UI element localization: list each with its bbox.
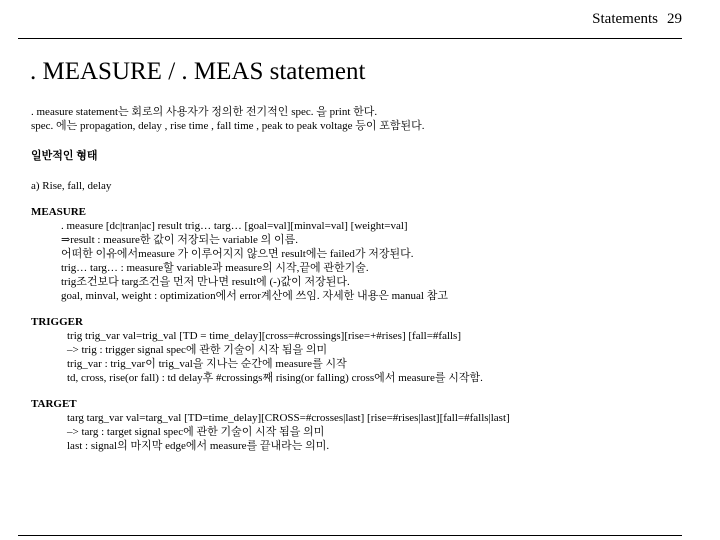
intro-line-2: spec. 에는 propagation, delay , rise time , fall time , peak to peak voltage 등이 포함된다. bbox=[31, 120, 425, 132]
trigger-line: trig trig_var val=trig_val [TD = time_delay][cross=#crossings][rise=+#rises] [fall=#falls] bbox=[67, 330, 462, 342]
measure-line: 어떠한 이유에서measure 가 이루어지지 않으면 result에는 failed가 저장된다. bbox=[61, 248, 414, 260]
target-line: targ targ_var val=targ_val [TD=time_delay][CROSS=#crosses|last] [rise=#rises|last][fall=#falls|last] bbox=[67, 412, 510, 424]
page-number: 29 bbox=[667, 11, 682, 27]
trigger-line: –> trig : trigger signal spec에 관한 기술이 시작 됨을 의미 bbox=[67, 344, 328, 356]
document-body bbox=[31, 105, 701, 453]
page-header bbox=[583, 11, 682, 28]
target-line: –> targ : target signal spec에 관한 기술이 시작 됨을 의미 bbox=[67, 426, 325, 438]
footer-rule bbox=[18, 535, 682, 536]
measure-line: trig조건보다 targ조건을 먼저 만나면 result에 (-)값이 저장된다. bbox=[61, 276, 350, 288]
measure-label: MEASURE bbox=[31, 206, 87, 218]
target-line: last : signal의 마지막 edge에서 measure를 끝내라는 의미. bbox=[67, 440, 330, 452]
measure-line: trig… targ… : measure할 variable과 measure의 시작,끝에 관한기술. bbox=[61, 262, 369, 274]
measure-line: goal, minval, weight : optimization에서 error계산에 쓰임. 자세한 내용은 manual 참고 bbox=[61, 290, 448, 302]
header-rule bbox=[18, 38, 682, 39]
target-label: TARGET bbox=[31, 398, 77, 410]
trigger-line: td, cross, rise(or fall) : td delay후 #crossings째 rising(or falling) cross에서 measure를 시작함. bbox=[67, 372, 483, 384]
section-name: Statements bbox=[592, 11, 658, 27]
measure-line: . measure [dc|tran|ac] result trig… targ… [goal=val][minval=val] [weight=val] bbox=[61, 220, 408, 232]
trigger-label: TRIGGER bbox=[31, 316, 83, 328]
trigger-line: trig_var : trig_var이 trig_val을 지나는 순간에 measure를 시작 bbox=[67, 358, 347, 370]
general-form-heading: 일반적인 형태 bbox=[31, 150, 98, 162]
subheading: a) Rise, fall, delay bbox=[31, 180, 112, 192]
page-title: . MEASURE / . MEAS statement bbox=[30, 58, 366, 85]
measure-line: ⇒result : measure한 값이 저장되는 variable 의 이름. bbox=[61, 234, 299, 246]
intro-line-1: . measure statement는 회로의 사용자가 정의한 전기적인 spec. 을 print 한다. bbox=[31, 106, 378, 118]
